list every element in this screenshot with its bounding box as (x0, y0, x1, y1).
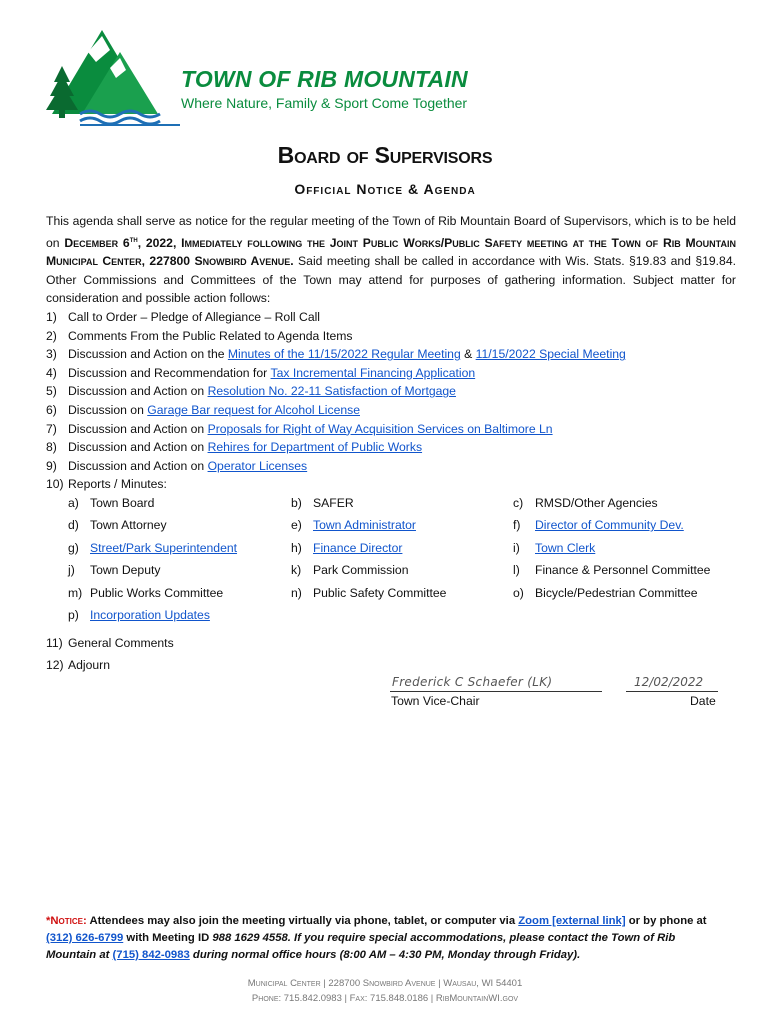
report-item (291, 541, 402, 555)
notice-text: with Meeting ID (123, 932, 213, 944)
regular-meeting-minutes-link[interactable]: Minutes of the 11/15/2022 Regular Meeting (227, 347, 461, 362)
item-text: Comments From the Public Related to Agenda Items (68, 328, 353, 343)
report-text: Town Board (90, 496, 155, 510)
report-text: Town Deputy (90, 563, 161, 577)
report-letter: n) (291, 586, 302, 600)
town-tagline: Where Nature, Family & Sport Come Together (181, 95, 468, 111)
item-number: 7) (46, 421, 57, 436)
intro-text-3: Said meeting shall be called in accordance with Wis. Stats. §19.83 and §19.84. Other Commissions and Committees of the Town may attend for purposes of gathering information. Subject matter for consideration and possible action follows: (46, 254, 736, 306)
item-number: 6) (46, 402, 57, 417)
report-item (68, 541, 237, 555)
agenda-item (46, 364, 746, 383)
report-letter: p) (68, 608, 79, 622)
agenda-item (46, 658, 110, 672)
report-item (291, 518, 416, 532)
resolution-link[interactable]: Resolution No. 22-11 Satisfaction of Mortgage (207, 384, 456, 399)
report-item (513, 496, 658, 510)
agenda-item (46, 327, 746, 346)
report-text: Public Works Committee (90, 586, 224, 600)
report-letter: f) (513, 518, 521, 532)
item-number: 12) (46, 658, 64, 672)
meeting-id: 988 1629 4558 (212, 932, 288, 944)
item-number: 11) (46, 636, 63, 650)
date-label: Date (690, 694, 716, 708)
notice-label: *Notice: (46, 915, 87, 927)
item-number: 5) (46, 384, 57, 399)
report-letter: o) (513, 586, 524, 600)
report-item (513, 586, 698, 600)
alcohol-license-link[interactable]: Garage Bar request for Alcohol License (147, 402, 360, 417)
item-text: Discussion and Recommendation for (68, 365, 271, 380)
report-item (513, 518, 684, 532)
footer-contact: Phone: 715.842.0983 | Fax: 715.848.0186 | RibMountainWI.gov (251, 993, 519, 1004)
item-text: Discussion and Action on (68, 384, 208, 399)
agenda-list (46, 308, 746, 494)
report-item (68, 608, 210, 622)
notice-text: . If you require special accommodations, please contact the Town of Rib Mountain at (46, 932, 676, 961)
signature-title: Town Vice-Chair (391, 694, 480, 708)
report-item (68, 586, 223, 600)
report-text: Bicycle/Pedestrian Committee (535, 586, 698, 600)
agenda-item (46, 636, 174, 650)
report-letter: l) (513, 563, 520, 577)
zoom-link[interactable]: Zoom [external link] (518, 915, 626, 927)
item-text: Reports / Minutes: (68, 477, 167, 492)
item-number: 8) (46, 440, 57, 455)
item-number: 1) (46, 310, 57, 324)
signature-name: Frederick C Schaefer (LK) (392, 675, 553, 689)
item-text-joiner: & (460, 347, 476, 362)
town-name: TOWN OF RIB MOUNTAIN (181, 66, 468, 92)
right-of-way-link[interactable]: Proposals for Right of Way Acquisition Services on Baltimore Ln (207, 421, 553, 436)
report-text: SAFER (313, 496, 354, 510)
report-item (291, 586, 446, 600)
agenda-item (46, 475, 746, 494)
incorporation-updates-link[interactable]: Incorporation Updates (90, 608, 210, 622)
notice-text: Attendees may also join the meeting virtually via phone, tablet, or computer via (86, 915, 519, 927)
item-number: 4) (46, 365, 57, 380)
document-subtitle: Official Notice & Agenda (294, 181, 476, 197)
item-number: 10) (46, 477, 64, 492)
report-item (513, 541, 595, 555)
town-logo (40, 22, 180, 126)
item-text: Discussion and Action on the (68, 347, 228, 362)
report-item (68, 496, 154, 510)
intro-text-1: This agenda shall serve as notice for the regular meeting of the Town of Rib Mountain Board of Supervisors, which is to be held on (46, 214, 736, 250)
signature-line (390, 691, 602, 692)
agenda-item (46, 438, 746, 457)
virtual-attendance-notice (46, 913, 726, 964)
community-dev-link[interactable]: Director of Community Dev. (535, 518, 684, 532)
item-text: Discussion on (68, 402, 148, 417)
agenda-item (46, 382, 746, 401)
meeting-location: , 2022, Immediately following the Joint Public Works/Public Safety meeting at the Town of Rib Mountain Municipal Center, 227800 Snowbird Avenue. (46, 235, 736, 269)
notice-text: during normal office hours (8:00 AM – 4:30 PM, Monday through Friday). (189, 949, 581, 961)
report-letter: c) (513, 496, 524, 510)
street-park-link[interactable]: Street/Park Superintendent (90, 541, 238, 555)
agenda-item (46, 420, 746, 439)
town-phone-link[interactable]: (715) 842-0983 (112, 949, 190, 961)
item-text: Adjourn (68, 658, 111, 672)
town-administrator-link[interactable]: Town Administrator (313, 518, 416, 532)
report-text: Public Safety Committee (313, 586, 447, 600)
item-number: 2) (46, 328, 57, 343)
page-footer (0, 976, 770, 1006)
report-text: RMSD/Other Agencies (535, 496, 658, 510)
meeting-date-day: December 6 (64, 235, 130, 250)
report-text: Town Attorney (90, 518, 167, 532)
item-text: Discussion and Action on (68, 440, 208, 455)
report-letter: m) (68, 586, 83, 600)
operator-licenses-link[interactable]: Operator Licenses (207, 458, 308, 473)
report-letter: g) (68, 541, 79, 555)
intro-paragraph (46, 212, 736, 308)
meeting-date (64, 236, 137, 250)
report-item (68, 563, 160, 577)
document-title: Board of Supervisors (277, 142, 493, 168)
agenda-item (46, 345, 746, 364)
report-item (68, 518, 167, 532)
item-text: General Comments (68, 636, 174, 650)
town-clerk-link[interactable]: Town Clerk (535, 541, 596, 555)
finance-director-link[interactable]: Finance Director (313, 541, 403, 555)
rehires-link[interactable]: Rehires for Department of Public Works (207, 440, 423, 455)
meeting-date-suffix: th (129, 234, 138, 244)
item-text: Discussion and Action on (68, 458, 208, 473)
signature-date: 12/02/2022 (634, 675, 704, 689)
report-letter: k) (291, 563, 302, 577)
report-letter: d) (68, 518, 79, 532)
report-item (291, 496, 354, 510)
agenda-item (46, 457, 746, 476)
report-item (291, 563, 409, 577)
report-item (513, 563, 710, 577)
agenda-item (46, 308, 746, 327)
item-text: Discussion and Action on (68, 421, 208, 436)
item-text: Call to Order – Pledge of Allegiance – Roll Call (68, 310, 321, 324)
report-letter: a) (68, 496, 79, 510)
notice-text: or by phone at (625, 915, 707, 927)
report-letter: h) (291, 541, 302, 555)
report-letter: b) (291, 496, 302, 510)
item-number: 9) (46, 458, 57, 473)
footer-address: Municipal Center | 228700 Snowbird Avenue | Wausau, WI 54401 (247, 978, 523, 989)
report-text: Park Commission (313, 563, 409, 577)
date-line (626, 691, 718, 692)
zoom-phone-link[interactable]: (312) 626-6799 (46, 932, 124, 944)
report-text: Finance & Personnel Committee (535, 563, 711, 577)
report-letter: e) (291, 518, 302, 532)
tif-application-link[interactable]: Tax Incremental Financing Application (270, 365, 476, 380)
item-number: 3) (46, 347, 57, 362)
report-letter: j) (68, 563, 75, 577)
agenda-item (46, 401, 746, 420)
special-meeting-link[interactable]: 11/15/2022 Special Meeting (475, 347, 626, 362)
report-letter: i) (513, 541, 520, 555)
